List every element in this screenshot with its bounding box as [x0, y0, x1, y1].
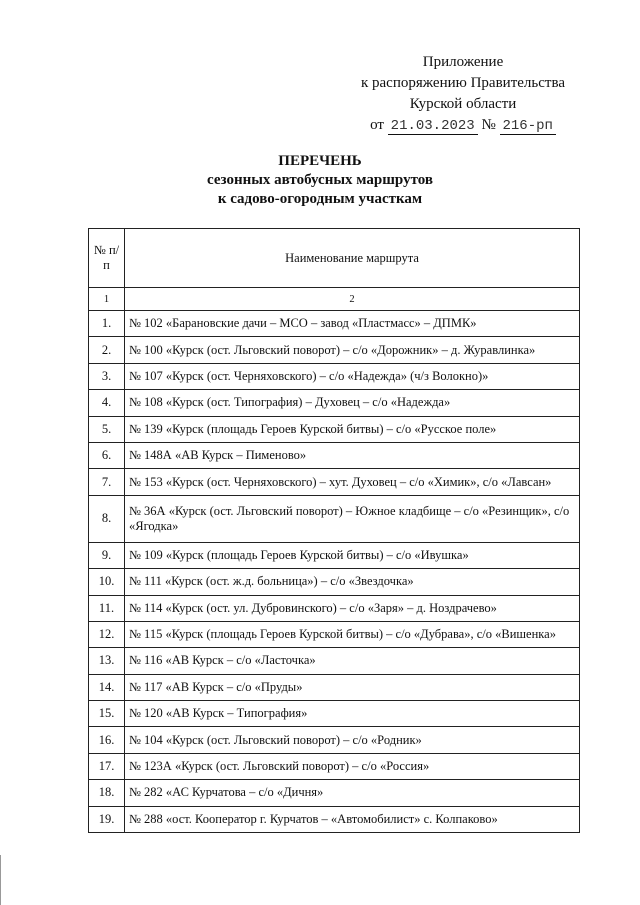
- decree-date: 21.03.2023: [388, 118, 478, 135]
- row-number: 8.: [89, 495, 125, 542]
- table-row: [89, 363, 580, 389]
- route-name: № 116 «АВ Курск – с/о «Ласточка»: [125, 648, 580, 674]
- row-number: 2.: [89, 337, 125, 363]
- table-row: [89, 569, 580, 595]
- table-row: [89, 469, 580, 495]
- route-name: № 109 «Курск (площадь Героев Курской битвы) – с/о «Ивушка»: [125, 542, 580, 568]
- route-name: № 108 «Курск (ост. Типография) – Духовец – с/о «Надежда»: [125, 390, 580, 416]
- table-index-row: [89, 288, 580, 311]
- appendix-label: Приложение: [422, 54, 504, 70]
- route-name: № 115 «Курск (площадь Героев Курской битвы) – с/о «Дубрава», с/о «Вишенка»: [125, 621, 580, 647]
- route-name: № 100 «Курск (ост. Льговский поворот) – с/о «Дорожник» – д. Журавлинка»: [125, 337, 580, 363]
- route-name: № 282 «АС Курчатова – с/о «Дичня»: [125, 780, 580, 806]
- appendix-region-line: Курской области: [409, 96, 517, 112]
- decree-number: 216-рп: [500, 118, 556, 135]
- row-number: 11.: [89, 595, 125, 621]
- route-name: № 104 «Курск (ост. Льговский поворот) – с/о «Родник»: [125, 727, 580, 753]
- title-subline-1: сезонных автобусных маршрутов: [207, 172, 433, 188]
- route-name: № 148А «АВ Курск – Пименово»: [125, 442, 580, 468]
- route-name: № 114 «Курск (ост. ул. Дубровинского) – с/о «Заря» – д. Ноздрачево»: [125, 595, 580, 621]
- routes-table: [88, 228, 580, 833]
- table-row: [89, 542, 580, 568]
- date-prefix: от: [370, 117, 384, 133]
- row-number: 7.: [89, 469, 125, 495]
- route-name: № 36А «Курск (ост. Льговский поворот) – Южное кладбище – с/о «Резинщик», с/о «Ягодка»: [125, 495, 580, 542]
- table-row: [89, 495, 580, 542]
- table-row: [89, 806, 580, 832]
- table-row: [89, 780, 580, 806]
- col-route-index: 2: [125, 288, 580, 311]
- route-name: № 102 «Барановские дачи – МСО – завод «Пластмасс» – ДПМК»: [125, 311, 580, 337]
- row-number: 16.: [89, 727, 125, 753]
- table-row: [89, 416, 580, 442]
- document-title: [0, 152, 640, 209]
- title-subline-2: к садово-огородным участкам: [217, 191, 423, 207]
- table-header-row: [89, 229, 580, 288]
- row-number: 13.: [89, 648, 125, 674]
- col-number-header: № п/п: [89, 229, 125, 288]
- table-row: [89, 311, 580, 337]
- table-row: [89, 595, 580, 621]
- route-name: № 120 «АВ Курск – Типография»: [125, 701, 580, 727]
- row-number: 19.: [89, 806, 125, 832]
- number-prefix: №: [481, 117, 496, 133]
- table-row: [89, 727, 580, 753]
- table-row: [89, 648, 580, 674]
- row-number: 5.: [89, 416, 125, 442]
- route-name: № 123А «Курск (ост. Льговский поворот) – с/о «Россия»: [125, 753, 580, 779]
- row-number: 12.: [89, 621, 125, 647]
- row-number: 17.: [89, 753, 125, 779]
- route-name: № 288 «ост. Кооператор г. Курчатов – «Автомобилист» с. Колпаково»: [125, 806, 580, 832]
- row-number: 6.: [89, 442, 125, 468]
- table-row: [89, 390, 580, 416]
- appendix-header: [348, 52, 578, 136]
- scan-edge: [0, 855, 9, 905]
- table-row: [89, 337, 580, 363]
- decree-line: [348, 115, 578, 136]
- col-number-index: 1: [89, 288, 125, 311]
- row-number: 10.: [89, 569, 125, 595]
- table-row: [89, 621, 580, 647]
- row-number: 15.: [89, 701, 125, 727]
- row-number: 9.: [89, 542, 125, 568]
- route-name: № 139 «Курск (площадь Героев Курской битвы) – с/о «Русское поле»: [125, 416, 580, 442]
- table-row: [89, 674, 580, 700]
- table-row: [89, 442, 580, 468]
- col-route-name-header: Наименование маршрута: [125, 229, 580, 288]
- table-row: [89, 753, 580, 779]
- row-number: 18.: [89, 780, 125, 806]
- row-number: 14.: [89, 674, 125, 700]
- table-row: [89, 701, 580, 727]
- row-number: 4.: [89, 390, 125, 416]
- row-number: 1.: [89, 311, 125, 337]
- appendix-order-line: к распоряжению Правительства: [360, 75, 565, 91]
- row-number: 3.: [89, 363, 125, 389]
- route-name: № 107 «Курск (ост. Черняховского) – с/о «Надежда» (ч/з Волокно)»: [125, 363, 580, 389]
- route-name: № 117 «АВ Курск – с/о «Пруды»: [125, 674, 580, 700]
- route-name: № 153 «Курск (ост. Черняховского) – хут. Духовец – с/о «Химик», с/о «Лавсан»: [125, 469, 580, 495]
- route-name: № 111 «Курск (ост. ж.д. больница») – с/о «Звездочка»: [125, 569, 580, 595]
- title-heading: ПЕРЕЧЕНЬ: [278, 153, 362, 169]
